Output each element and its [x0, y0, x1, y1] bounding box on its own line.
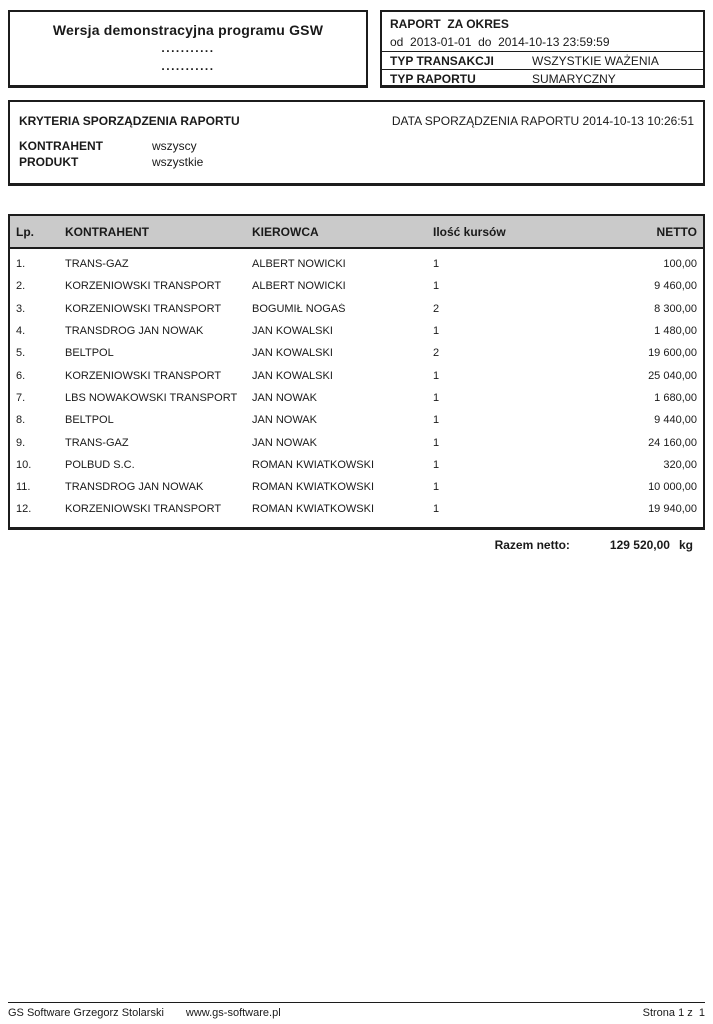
contractor-value: wszyscy: [152, 139, 197, 153]
table-cell: ROMAN KWIATKOWSKI: [252, 503, 375, 516]
page-number: Strona 1 z 1: [642, 1007, 705, 1019]
table-row: [10, 298, 703, 320]
table-cell: 9.: [16, 436, 26, 449]
table-cell: BOGUMIŁ NOGAŚ: [252, 302, 346, 315]
table-row: [10, 409, 703, 431]
table-row: [10, 454, 703, 476]
table-cell: 2.: [16, 280, 26, 293]
table-cell: TRANS-GAZ: [65, 258, 129, 271]
table-cell: TRANSDROG JAN NOWAK: [65, 481, 204, 494]
table-cell: 2: [433, 347, 440, 360]
page-footer: [8, 1007, 705, 1019]
table-cell: BELTPOL: [65, 347, 114, 360]
total-net-value: 129 520,00: [609, 538, 670, 552]
footer-rule: [8, 1002, 705, 1003]
table-cell: 100,00: [663, 258, 697, 271]
contractor-label: KONTRAHENT: [19, 139, 103, 153]
table-cell: 1: [433, 503, 440, 516]
table-cell: JAN NOWAK: [252, 414, 317, 427]
table-cell: 1: [433, 325, 440, 338]
table-row: [10, 320, 703, 342]
table-cell: 1: [433, 481, 440, 494]
table-cell: ROMAN KWIATKOWSKI: [252, 481, 375, 494]
table-cell: 24 160,00: [648, 436, 697, 449]
demo-version-title: Wersja demonstracyjna programu GSW: [52, 22, 324, 38]
table-row: [10, 387, 703, 409]
column-header-kontrahent: KONTRAHENT: [65, 224, 149, 239]
table-cell: 1: [433, 369, 440, 382]
table-cell: TRANSDROG JAN NOWAK: [65, 325, 204, 338]
report-type-label: TYP RAPORTU: [390, 72, 476, 86]
column-header-lp: Lp.: [16, 224, 34, 239]
table-cell: 1.: [16, 258, 26, 271]
demo-dots-line-2: ...........: [161, 59, 215, 73]
table-row: [10, 275, 703, 297]
table-cell: 6.: [16, 369, 26, 382]
table-cell: POLBUD S.C.: [65, 458, 135, 471]
separator-line: [382, 69, 703, 70]
table-cell: 320,00: [663, 458, 697, 471]
table-cell: 7.: [16, 391, 26, 404]
table-row: [10, 364, 703, 386]
product-value: wszystkie: [152, 155, 204, 169]
table-cell: KORZENIOWSKI TRANSPORT: [65, 369, 222, 382]
footer-website: www.gs-software.pl: [185, 1007, 281, 1019]
table-cell: 25 040,00: [648, 369, 697, 382]
table-cell: JAN NOWAK: [252, 436, 317, 449]
table-cell: 8.: [16, 414, 26, 427]
report-generation-date: DATA SPORZĄDZENIA RAPORTU 2014-10-13 10:26:51: [391, 114, 694, 128]
table-cell: 1 480,00: [654, 325, 697, 338]
demo-dots-line-1: ...........: [161, 41, 215, 55]
table-cell: KORZENIOWSKI TRANSPORT: [65, 302, 222, 315]
table-cell: 5.: [16, 347, 26, 360]
report-table: [8, 214, 705, 530]
product-label: PRODUKT: [19, 155, 79, 169]
table-cell: 10 000,00: [648, 481, 697, 494]
table-cell: JAN KOWALSKI: [252, 369, 333, 382]
transaction-type-row: [382, 52, 703, 70]
table-cell: 1: [433, 280, 440, 293]
report-period-title: RAPORT ZA OKRES: [390, 17, 509, 31]
contractor-criteria-row: [10, 138, 703, 154]
table-cell: 1: [433, 258, 440, 271]
column-header-netto: NETTO: [656, 224, 697, 239]
report-type-row: [382, 70, 703, 88]
table-cell: 1 680,00: [654, 391, 697, 404]
table-header-row: [10, 216, 703, 249]
table-cell: 8 300,00: [654, 302, 697, 315]
report-criteria-box: [8, 100, 705, 186]
report-period-range: od 2013-01-01 do 2014-10-13 23:59:59: [390, 35, 610, 49]
total-net-label: Razem netto:: [494, 538, 570, 552]
table-cell: 19 600,00: [648, 347, 697, 360]
report-type-value: SUMARYCZNY: [532, 72, 616, 86]
table-row: [10, 431, 703, 453]
table-row: [10, 342, 703, 364]
table-cell: JAN KOWALSKI: [252, 325, 333, 338]
table-cell: BELTPOL: [65, 414, 114, 427]
table-cell: 1: [433, 414, 440, 427]
total-net-unit: kg: [678, 538, 693, 552]
table-row: [10, 498, 703, 520]
table-cell: 2: [433, 302, 440, 315]
table-cell: ALBERT NOWICKI: [252, 280, 346, 293]
product-criteria-row: [10, 154, 703, 170]
separator-line: [382, 51, 703, 52]
criteria-title: KRYTERIA SPORZĄDZENIA RAPORTU: [19, 114, 240, 128]
column-header-kierowca: KIEROWCA: [252, 224, 319, 239]
table-cell: 1: [433, 458, 440, 471]
table-cell: 11.: [16, 481, 31, 494]
table-cell: LBS NOWAKOWSKI TRANSPORT: [65, 391, 238, 404]
table-cell: KORZENIOWSKI TRANSPORT: [65, 280, 222, 293]
table-cell: 9 460,00: [654, 280, 697, 293]
footer-company-name: GS Software Grzegorz Stolarski: [8, 1007, 164, 1019]
table-row: [10, 476, 703, 498]
table-cell: JAN KOWALSKI: [252, 347, 333, 360]
table-cell: 12.: [16, 503, 32, 516]
table-cell: 1: [433, 436, 440, 449]
table-cell: 9 440,00: [654, 414, 697, 427]
table-cell: 1: [433, 391, 440, 404]
table-cell: 10.: [16, 458, 32, 471]
transaction-type-label: TYP TRANSAKCJI: [390, 54, 494, 68]
table-cell: ROMAN KWIATKOWSKI: [252, 458, 375, 471]
table-cell: KORZENIOWSKI TRANSPORT: [65, 503, 222, 516]
report-table-body: [10, 249, 703, 527]
table-cell: 4.: [16, 325, 26, 338]
table-cell: JAN NOWAK: [252, 391, 317, 404]
demo-version-box: [8, 10, 368, 88]
table-cell: 3.: [16, 302, 26, 315]
column-header-ilosc-kursow: Ilość kursów: [433, 224, 506, 239]
table-cell: 19 940,00: [648, 503, 697, 516]
table-row: [10, 253, 703, 275]
transaction-type-value: WSZYSTKIE WAŻENIA: [532, 54, 659, 68]
summary-row: [495, 538, 693, 552]
table-cell: TRANS-GAZ: [65, 436, 129, 449]
report-period-box: [380, 10, 705, 88]
table-cell: ALBERT NOWICKI: [252, 258, 346, 271]
